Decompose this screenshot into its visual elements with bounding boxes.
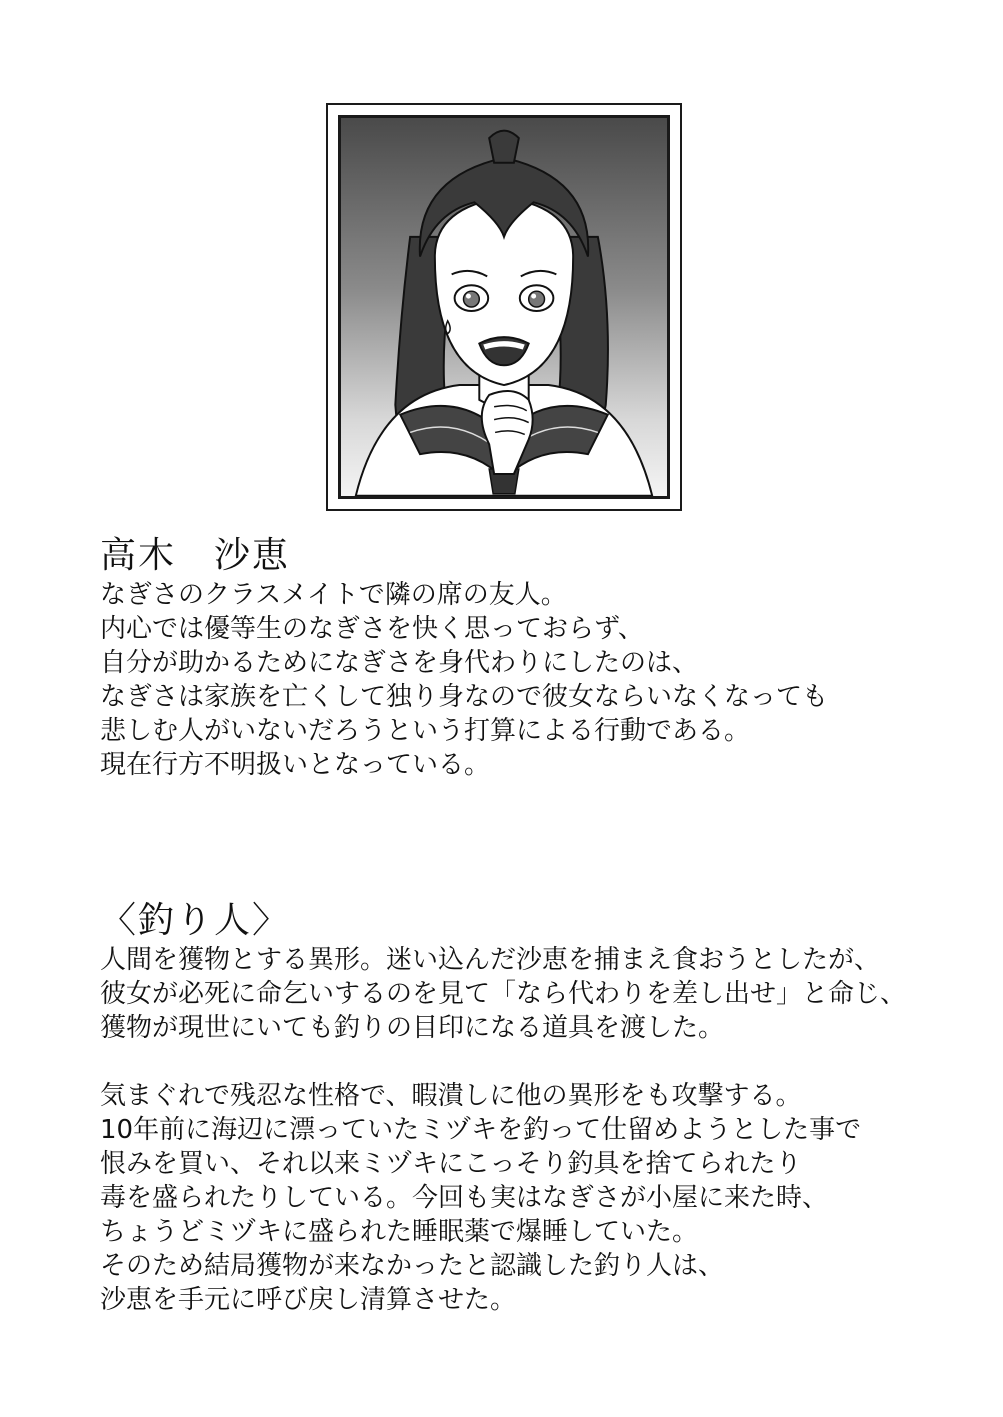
description-line: 毒を盛られたりしている。今回も実はなぎさが小屋に来た時、 bbox=[100, 1183, 829, 1213]
character-profile-tsuribito bbox=[100, 899, 960, 1317]
portrait-illustration bbox=[341, 118, 667, 496]
description-line: なぎさのクラスメイトで隣の席の友人。 bbox=[100, 580, 567, 610]
description-line: 獲物が現世にいても釣りの目印になる道具を渡した。 bbox=[100, 1013, 725, 1043]
portrait-frame bbox=[326, 103, 682, 511]
description-line: 現在行方不明扱いとなっている。 bbox=[100, 750, 491, 780]
paragraph-spacer bbox=[100, 1045, 960, 1079]
character-name-heading: 高木 沙恵 bbox=[100, 535, 291, 576]
description-line: 人間を獲物とする異形。迷い込んだ沙恵を捕まえ食おうとしたが、 bbox=[100, 945, 881, 975]
description-line: 気まぐれで残忍な性格で、暇潰しに他の異形をも攻撃する。 bbox=[100, 1081, 802, 1111]
character-profile-sae bbox=[100, 534, 960, 782]
character-description-paragraph-1 bbox=[100, 943, 960, 1045]
description-line: 恨みを買い、それ以来ミヅキにこっそり釣具を捨てられたり bbox=[100, 1149, 802, 1179]
description-line: 悲しむ人がいないだろうという打算による行動である。 bbox=[100, 716, 751, 746]
description-line: 内心では優等生のなぎさを快く思っておらず、 bbox=[100, 614, 644, 644]
description-line: 自分が助かるためになぎさを身代わりにしたのは、 bbox=[100, 648, 699, 678]
character-description bbox=[100, 578, 960, 782]
description-line: なぎさは家族を亡くして独り身なので彼女ならいなくなっても bbox=[100, 682, 829, 712]
description-line: 沙恵を手元に呼び戻し清算させた。 bbox=[100, 1285, 517, 1315]
description-line: ちょうどミヅキに盛られた睡眠薬で爆睡していた。 bbox=[100, 1217, 699, 1247]
description-line: そのため結局獲物が来なかったと認識した釣り人は、 bbox=[100, 1251, 725, 1281]
description-line: 彼女が必死に命乞いするのを見て「なら代わりを差し出せ」と命じ、 bbox=[100, 979, 907, 1009]
character-portrait bbox=[338, 115, 670, 499]
character-description-paragraph-2 bbox=[100, 1079, 960, 1317]
character-name-heading: 〈釣り人〉 bbox=[100, 900, 291, 941]
description-line: 10年前に海辺に漂っていたミヅキを釣って仕留めようとした事で bbox=[100, 1115, 862, 1145]
